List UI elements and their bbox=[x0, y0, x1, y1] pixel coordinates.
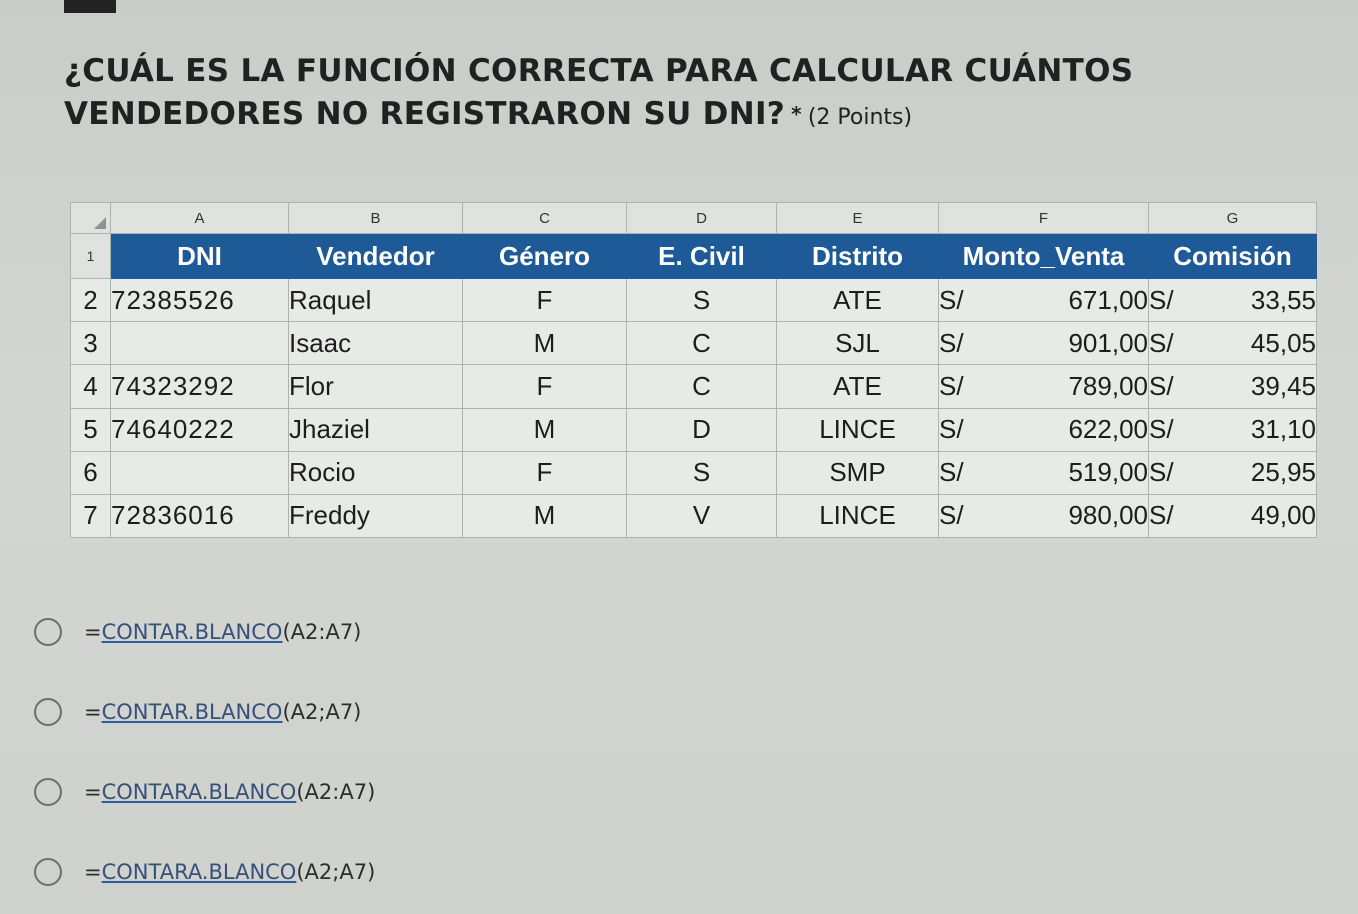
header-comision: Comisión bbox=[1149, 234, 1317, 279]
cell-estado-civil: V bbox=[627, 494, 777, 537]
function-name: CONTAR.BLANCO bbox=[101, 700, 283, 724]
points-label: (2 Points) bbox=[807, 105, 913, 130]
radio-button[interactable] bbox=[34, 858, 62, 886]
option-4[interactable] bbox=[34, 852, 534, 892]
cell-distrito: ATE bbox=[777, 279, 939, 322]
table-row bbox=[71, 322, 1317, 365]
currency-symbol: S/ bbox=[1149, 414, 1174, 445]
currency-symbol: S/ bbox=[939, 500, 964, 531]
cell-distrito: SMP bbox=[777, 451, 939, 494]
row-number: 6 bbox=[71, 451, 111, 494]
cell-genero: F bbox=[463, 451, 627, 494]
column-letter: G bbox=[1149, 203, 1317, 234]
header-distrito: Distrito bbox=[777, 234, 939, 279]
function-args: (A2:A7) bbox=[296, 780, 376, 804]
cell-genero: M bbox=[463, 322, 627, 365]
formula-prefix: = bbox=[84, 860, 102, 884]
amount: 901,00 bbox=[1068, 327, 1148, 358]
radio-button[interactable] bbox=[34, 778, 62, 806]
amount: 33,55 bbox=[1250, 284, 1316, 315]
cell-vendedor: Isaac bbox=[289, 322, 463, 365]
formula-prefix: = bbox=[84, 700, 102, 724]
cell-monto-venta bbox=[939, 365, 1149, 408]
cell-genero: F bbox=[463, 279, 627, 322]
formula-prefix: = bbox=[84, 620, 102, 644]
amount: 45,05 bbox=[1250, 327, 1316, 358]
table-row bbox=[71, 279, 1317, 322]
cell-vendedor: Jhaziel bbox=[289, 408, 463, 451]
option-2[interactable] bbox=[34, 692, 534, 732]
amount: 980,00 bbox=[1068, 500, 1148, 531]
currency-symbol: S/ bbox=[939, 414, 964, 445]
cell-dni bbox=[111, 451, 289, 494]
function-args: (A2;A7) bbox=[282, 700, 362, 724]
cell-dni: 74323292 bbox=[111, 365, 289, 408]
currency-symbol: S/ bbox=[1149, 327, 1174, 358]
cell-vendedor: Flor bbox=[289, 365, 463, 408]
column-letter: A bbox=[111, 203, 289, 234]
radio-button[interactable] bbox=[34, 618, 62, 646]
row-number: 7 bbox=[71, 494, 111, 537]
currency-symbol: S/ bbox=[939, 457, 964, 488]
header-dni: DNI bbox=[111, 234, 289, 279]
row-number: 4 bbox=[71, 365, 111, 408]
function-name: CONTARA.BLANCO bbox=[101, 780, 297, 804]
option-1[interactable] bbox=[34, 612, 534, 652]
function-name: CONTARA.BLANCO bbox=[101, 860, 297, 884]
cell-vendedor: Raquel bbox=[289, 279, 463, 322]
required-asterisk: * bbox=[791, 102, 802, 126]
table-row bbox=[71, 494, 1317, 537]
cell-distrito: LINCE bbox=[777, 408, 939, 451]
cell-dni: 74640222 bbox=[111, 408, 289, 451]
cell-monto-venta bbox=[939, 279, 1149, 322]
row-number: 3 bbox=[71, 322, 111, 365]
table-row bbox=[71, 365, 1317, 408]
spreadsheet-table bbox=[70, 202, 1317, 538]
currency-symbol: S/ bbox=[1149, 500, 1174, 531]
currency-symbol: S/ bbox=[939, 284, 964, 315]
header-estado-civil: E. Civil bbox=[627, 234, 777, 279]
amount: 789,00 bbox=[1068, 371, 1148, 402]
cell-comision bbox=[1149, 451, 1317, 494]
cell-dni bbox=[111, 322, 289, 365]
cell-comision bbox=[1149, 408, 1317, 451]
cell-monto-venta bbox=[939, 322, 1149, 365]
option-label bbox=[84, 860, 375, 884]
option-label bbox=[84, 780, 375, 804]
cell-genero: F bbox=[463, 365, 627, 408]
cell-distrito: SJL bbox=[777, 322, 939, 365]
currency-symbol: S/ bbox=[1149, 371, 1174, 402]
radio-button[interactable] bbox=[34, 698, 62, 726]
amount: 31,10 bbox=[1250, 414, 1316, 445]
cell-comision bbox=[1149, 279, 1317, 322]
select-all-corner bbox=[71, 203, 111, 234]
header-monto-venta: Monto_Venta bbox=[939, 234, 1149, 279]
cell-vendedor: Freddy bbox=[289, 494, 463, 537]
amount: 39,45 bbox=[1250, 371, 1316, 402]
header-vendedor: Vendedor bbox=[289, 234, 463, 279]
header-genero: Género bbox=[463, 234, 627, 279]
top-tab-mark bbox=[64, 0, 116, 13]
question-title bbox=[64, 50, 1174, 139]
cell-comision bbox=[1149, 322, 1317, 365]
function-args: (A2:A7) bbox=[282, 620, 362, 644]
cell-genero: M bbox=[463, 494, 627, 537]
currency-symbol: S/ bbox=[1149, 457, 1174, 488]
cell-comision bbox=[1149, 494, 1317, 537]
cell-vendedor: Rocio bbox=[289, 451, 463, 494]
cell-dni: 72836016 bbox=[111, 494, 289, 537]
row-number: 2 bbox=[71, 279, 111, 322]
cell-monto-venta bbox=[939, 451, 1149, 494]
column-letter: B bbox=[289, 203, 463, 234]
cell-estado-civil: D bbox=[627, 408, 777, 451]
currency-symbol: S/ bbox=[939, 371, 964, 402]
cell-distrito: ATE bbox=[777, 365, 939, 408]
amount: 49,00 bbox=[1250, 500, 1316, 531]
currency-symbol: S/ bbox=[939, 327, 964, 358]
cell-comision bbox=[1149, 365, 1317, 408]
column-letter: F bbox=[939, 203, 1149, 234]
cell-distrito: LINCE bbox=[777, 494, 939, 537]
spreadsheet-image bbox=[70, 202, 1316, 538]
cell-estado-civil: C bbox=[627, 365, 777, 408]
cell-genero: M bbox=[463, 408, 627, 451]
amount: 519,00 bbox=[1068, 457, 1148, 488]
amount: 671,00 bbox=[1068, 284, 1148, 315]
cell-estado-civil: C bbox=[627, 322, 777, 365]
option-label bbox=[84, 620, 361, 644]
table-row bbox=[71, 451, 1317, 494]
column-letter: E bbox=[777, 203, 939, 234]
column-letter: C bbox=[463, 203, 627, 234]
question-text: ¿CUÁL ES LA FUNCIÓN CORRECTA PARA CALCULAR CUÁNTOS VENDEDORES NO REGISTRARON SU DNI? bbox=[64, 53, 1134, 132]
cell-estado-civil: S bbox=[627, 451, 777, 494]
function-name: CONTAR.BLANCO bbox=[101, 620, 283, 644]
row-number: 1 bbox=[71, 234, 111, 279]
table-header-row bbox=[71, 234, 1317, 279]
formula-prefix: = bbox=[84, 780, 102, 804]
amount: 622,00 bbox=[1068, 414, 1148, 445]
row-number: 5 bbox=[71, 408, 111, 451]
amount: 25,95 bbox=[1250, 457, 1316, 488]
column-header-row bbox=[71, 203, 1317, 234]
currency-symbol: S/ bbox=[1149, 284, 1174, 315]
option-label bbox=[84, 700, 361, 724]
option-3[interactable] bbox=[34, 772, 534, 812]
function-args: (A2;A7) bbox=[296, 860, 376, 884]
cell-monto-venta bbox=[939, 494, 1149, 537]
table-row bbox=[71, 408, 1317, 451]
cell-estado-civil: S bbox=[627, 279, 777, 322]
cell-monto-venta bbox=[939, 408, 1149, 451]
cell-dni: 72385526 bbox=[111, 279, 289, 322]
column-letter: D bbox=[627, 203, 777, 234]
